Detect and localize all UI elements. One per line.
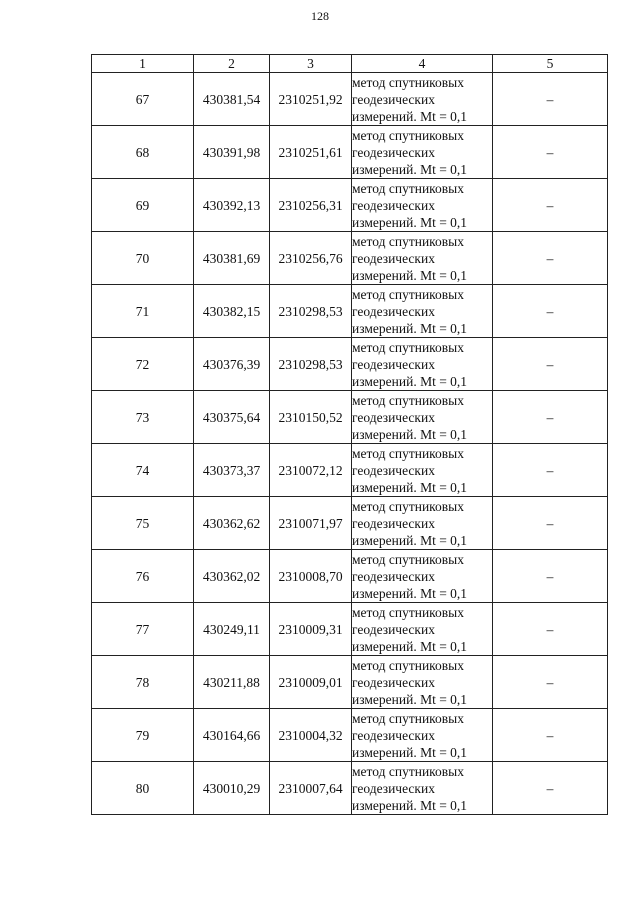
method-text-line: измерений. Mt = 0,1 xyxy=(352,691,468,707)
note-cell: – xyxy=(493,73,608,126)
point-number-cell: 73 xyxy=(92,391,194,444)
note-cell: – xyxy=(493,444,608,497)
point-number-cell: 78 xyxy=(92,656,194,709)
table-row xyxy=(92,762,608,815)
table-row xyxy=(92,126,608,179)
table-row xyxy=(92,391,608,444)
method-text-line: метод спутниковых xyxy=(352,551,464,567)
method-cell xyxy=(352,338,493,391)
point-number-cell: 70 xyxy=(92,232,194,285)
method-text-line: измерений. Mt = 0,1 xyxy=(352,532,468,548)
y-coordinate-cell: 2310072,12 xyxy=(270,444,352,497)
method-text-line: геодезических xyxy=(352,621,435,637)
y-coordinate-cell: 2310251,92 xyxy=(270,73,352,126)
column-header-3: 3 xyxy=(270,55,352,73)
table-header-row xyxy=(92,55,608,73)
method-text-line: измерений. Mt = 0,1 xyxy=(352,161,468,177)
note-cell: – xyxy=(493,285,608,338)
method-text-line: метод спутниковых xyxy=(352,445,464,461)
note-cell: – xyxy=(493,338,608,391)
method-text-line: метод спутниковых xyxy=(352,127,464,143)
x-coordinate-cell: 430010,29 xyxy=(194,762,270,815)
method-cell xyxy=(352,656,493,709)
method-cell xyxy=(352,285,493,338)
method-text-line: метод спутниковых xyxy=(352,710,464,726)
method-cell xyxy=(352,444,493,497)
method-text-line: измерений. Mt = 0,1 xyxy=(352,373,468,389)
method-text-line: метод спутниковых xyxy=(352,233,464,249)
method-cell xyxy=(352,73,493,126)
y-coordinate-cell: 2310008,70 xyxy=(270,550,352,603)
y-coordinate-cell: 2310007,64 xyxy=(270,762,352,815)
method-text-line: геодезических xyxy=(352,727,435,743)
point-number-cell: 74 xyxy=(92,444,194,497)
y-coordinate-cell: 2310298,53 xyxy=(270,338,352,391)
method-cell xyxy=(352,391,493,444)
note-cell: – xyxy=(493,656,608,709)
note-cell: – xyxy=(493,762,608,815)
method-text-line: геодезических xyxy=(352,515,435,531)
method-text-line: метод спутниковых xyxy=(352,180,464,196)
table-row xyxy=(92,656,608,709)
column-header-4: 4 xyxy=(352,55,493,73)
method-text-line: измерений. Mt = 0,1 xyxy=(352,797,468,813)
y-coordinate-cell: 2310256,31 xyxy=(270,179,352,232)
method-cell xyxy=(352,497,493,550)
method-text-line: метод спутниковых xyxy=(352,604,464,620)
y-coordinate-cell: 2310071,97 xyxy=(270,497,352,550)
method-text-line: геодезических xyxy=(352,674,435,690)
method-text-line: измерений. Mt = 0,1 xyxy=(352,426,468,442)
method-cell xyxy=(352,603,493,656)
table-row xyxy=(92,497,608,550)
page-number: 128 xyxy=(311,9,329,23)
method-text-line: геодезических xyxy=(352,568,435,584)
x-coordinate-cell: 430391,98 xyxy=(194,126,270,179)
method-text-line: геодезических xyxy=(352,250,435,266)
x-coordinate-cell: 430373,37 xyxy=(194,444,270,497)
table-row xyxy=(92,232,608,285)
method-text-line: геодезических xyxy=(352,144,435,160)
column-header-5: 5 xyxy=(493,55,608,73)
x-coordinate-cell: 430381,69 xyxy=(194,232,270,285)
x-coordinate-cell: 430211,88 xyxy=(194,656,270,709)
point-number-cell: 76 xyxy=(92,550,194,603)
table-row xyxy=(92,444,608,497)
note-cell: – xyxy=(493,709,608,762)
note-cell: – xyxy=(493,550,608,603)
method-text-line: метод спутниковых xyxy=(352,339,464,355)
note-cell: – xyxy=(493,179,608,232)
method-text-line: геодезических xyxy=(352,303,435,319)
method-cell xyxy=(352,550,493,603)
y-coordinate-cell: 2310004,32 xyxy=(270,709,352,762)
method-text-line: геодезических xyxy=(352,462,435,478)
method-text-line: метод спутниковых xyxy=(352,286,464,302)
method-text-line: метод спутниковых xyxy=(352,392,464,408)
method-text-line: измерений. Mt = 0,1 xyxy=(352,214,468,230)
method-text-line: геодезических xyxy=(352,91,435,107)
x-coordinate-cell: 430362,02 xyxy=(194,550,270,603)
method-text-line: измерений. Mt = 0,1 xyxy=(352,744,468,760)
method-text-line: измерений. Mt = 0,1 xyxy=(352,320,468,336)
table-row xyxy=(92,709,608,762)
table-row xyxy=(92,179,608,232)
point-number-cell: 72 xyxy=(92,338,194,391)
table-row xyxy=(92,73,608,126)
method-cell xyxy=(352,179,493,232)
method-text-line: измерений. Mt = 0,1 xyxy=(352,638,468,654)
point-number-cell: 68 xyxy=(92,126,194,179)
note-cell: – xyxy=(493,126,608,179)
table-body xyxy=(92,73,608,815)
table-row xyxy=(92,550,608,603)
method-text-line: измерений. Mt = 0,1 xyxy=(352,585,468,601)
point-number-cell: 75 xyxy=(92,497,194,550)
table-row xyxy=(92,338,608,391)
note-cell: – xyxy=(493,391,608,444)
x-coordinate-cell: 430381,54 xyxy=(194,73,270,126)
method-text-line: измерений. Mt = 0,1 xyxy=(352,267,468,283)
point-number-cell: 69 xyxy=(92,179,194,232)
note-cell: – xyxy=(493,232,608,285)
y-coordinate-cell: 2310150,52 xyxy=(270,391,352,444)
x-coordinate-cell: 430375,64 xyxy=(194,391,270,444)
method-text-line: геодезических xyxy=(352,197,435,213)
table-row xyxy=(92,285,608,338)
method-text-line: метод спутниковых xyxy=(352,498,464,514)
point-number-cell: 80 xyxy=(92,762,194,815)
method-text-line: измерений. Mt = 0,1 xyxy=(352,479,468,495)
point-number-cell: 79 xyxy=(92,709,194,762)
x-coordinate-cell: 430249,11 xyxy=(194,603,270,656)
method-text-line: метод спутниковых xyxy=(352,74,464,90)
point-number-cell: 67 xyxy=(92,73,194,126)
x-coordinate-cell: 430362,62 xyxy=(194,497,270,550)
column-header-1: 1 xyxy=(92,55,194,73)
method-cell xyxy=(352,126,493,179)
method-text-line: измерений. Mt = 0,1 xyxy=(352,108,468,124)
y-coordinate-cell: 2310298,53 xyxy=(270,285,352,338)
method-text-line: геодезических xyxy=(352,409,435,425)
x-coordinate-cell: 430376,39 xyxy=(194,338,270,391)
method-cell xyxy=(352,709,493,762)
method-cell xyxy=(352,232,493,285)
x-coordinate-cell: 430382,15 xyxy=(194,285,270,338)
point-number-cell: 77 xyxy=(92,603,194,656)
point-number-cell: 71 xyxy=(92,285,194,338)
table-row xyxy=(92,603,608,656)
method-text-line: геодезических xyxy=(352,356,435,372)
x-coordinate-cell: 430164,66 xyxy=(194,709,270,762)
method-text-line: метод спутниковых xyxy=(352,763,464,779)
y-coordinate-cell: 2310251,61 xyxy=(270,126,352,179)
note-cell: – xyxy=(493,497,608,550)
x-coordinate-cell: 430392,13 xyxy=(194,179,270,232)
method-cell xyxy=(352,762,493,815)
column-header-2: 2 xyxy=(194,55,270,73)
note-cell: – xyxy=(493,603,608,656)
coordinates-table xyxy=(91,54,608,815)
method-text-line: геодезических xyxy=(352,780,435,796)
y-coordinate-cell: 2310256,76 xyxy=(270,232,352,285)
y-coordinate-cell: 2310009,01 xyxy=(270,656,352,709)
y-coordinate-cell: 2310009,31 xyxy=(270,603,352,656)
method-text-line: метод спутниковых xyxy=(352,657,464,673)
